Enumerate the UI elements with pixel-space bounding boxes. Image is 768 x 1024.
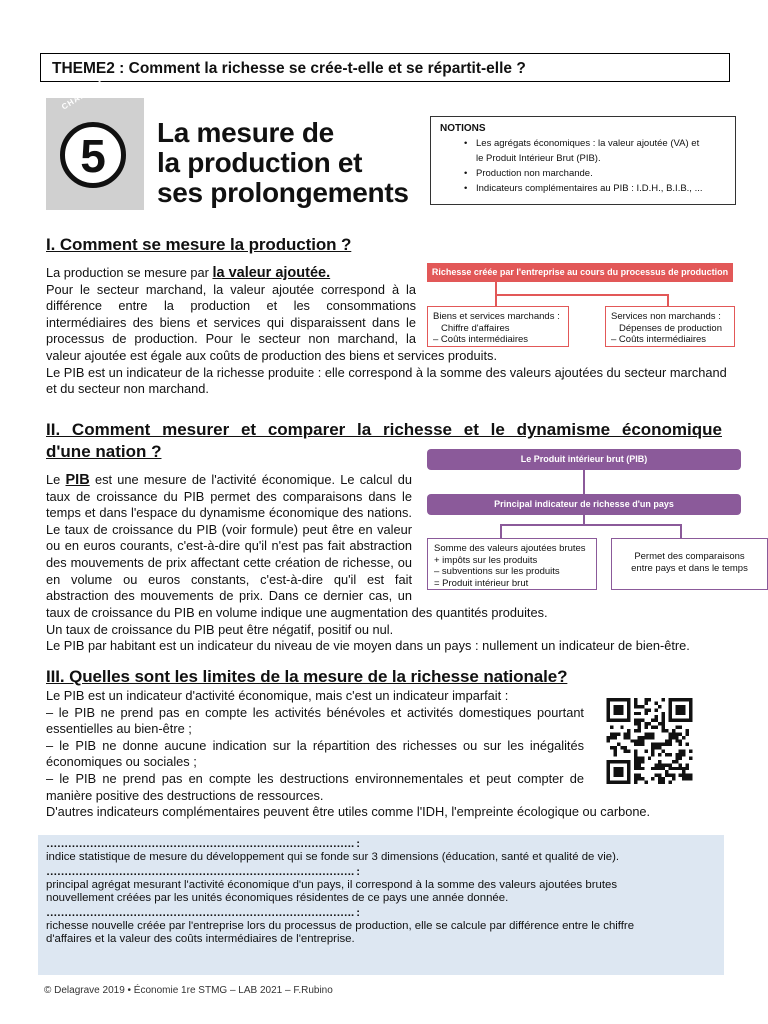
section-3-line: – le PIB ne prend pas en compte les destructions environnementales et peut compter de — [46, 770, 584, 786]
notions-item-continued: le Produit Intérieur Brut (PIB). — [476, 153, 601, 164]
section-2-line — [46, 472, 412, 489]
notions-list — [476, 136, 726, 196]
va-box-line: Dépenses de production — [619, 322, 722, 334]
quiz-blank[interactable]: …………………………………………………………………………. : — [46, 838, 360, 850]
qr-code-icon[interactable] — [604, 698, 695, 784]
section-1-heading: I. Comment se mesure la production ? — [46, 235, 352, 254]
va-box-line: – Coûts intermédiaires — [433, 334, 529, 345]
section-3-heading: III. Quelles sont les limites de la mesure de la richesse nationale? — [46, 667, 568, 686]
section-2-line: taux de croissance du PIB en volume indique une augmentation des quantités produites. — [46, 605, 548, 620]
section-2-line: Un taux de croissance du PIB peut être négatif, positif ou nul. — [46, 621, 394, 637]
theme-banner — [40, 53, 730, 82]
quiz-definition — [46, 879, 716, 905]
notions-item: • Indicateurs complémentaires au PIB : I.D.H., B.I.B., ... — [476, 181, 726, 196]
pib-connector — [583, 470, 585, 494]
quiz-definition — [46, 851, 716, 864]
pib-connector — [500, 524, 680, 526]
section-1-pib-line: Le PIB est un indicateur de la richesse produite : elle correspond à la somme des valeurs ajoutées du secteur marchand — [46, 364, 727, 380]
section-3-line: économiques ou sociales ; — [46, 754, 197, 770]
pib-bold: PIB — [65, 472, 90, 488]
va-box-line: Biens et services marchands : — [433, 311, 560, 322]
va-box-marchand — [427, 306, 569, 347]
intro-bold: la valeur ajoutée. — [212, 265, 331, 281]
section-3-line: – le PIB ne prend pas en compte les activités bénévoles et activités domestiques pourtant — [46, 704, 584, 720]
section-3-line: Le PIB est un indicateur d'activité économique, mais c'est un indicateur imparfait : — [46, 688, 509, 703]
notions-title: NOTIONS — [440, 123, 486, 134]
va-connector — [667, 294, 669, 306]
chapter-title-line: La mesure de — [157, 117, 334, 148]
chapter-title-line: la production et — [157, 147, 363, 178]
va-box-line: – Coûts intermédiaires — [611, 334, 707, 345]
definition-quiz — [38, 835, 724, 975]
notions-item: • Les agrégats économiques : la valeur ajoutée (VA) et — [476, 136, 726, 151]
section-2-heading-line: d'une nation ? — [46, 442, 162, 461]
section-3-line: essentielles au bien-être ; — [46, 721, 192, 737]
pib-formula-line: = Produit intérieur brut — [434, 577, 529, 589]
section-1-intro — [46, 265, 416, 282]
section-2-line: Le PIB par habitant est un indicateur du niveau de vie moyen dans un pays : nullement un indicateur de bien-être. — [46, 638, 690, 654]
va-connector — [495, 294, 668, 296]
chapter-word: CHAPITRE — [60, 78, 107, 112]
lead-pre: Le — [46, 472, 66, 487]
section-1-pib-line: et du secteur non marchand. — [46, 381, 209, 397]
va-box-line: Chiffre d'affaires — [441, 322, 510, 334]
notions-item: • Production non marchande. — [476, 166, 726, 181]
pib-diagram-top: Le Produit intérieur brut (PIB) — [427, 449, 741, 470]
section-3-line: manière positive des destructions de ressources. — [46, 787, 324, 803]
section-2-line: abstraction des mouvements de prix. Dans ce dernier cas, un — [46, 588, 412, 604]
section-2-line: Le taux de croissance du PIB (voir formule) peut être en valeur — [46, 521, 412, 537]
quiz-blank[interactable]: …………………………………………………………………………. : — [46, 907, 360, 919]
section-2-heading-line: II. Comment mesurer et comparer la richesse et le dynamisme économique — [46, 420, 722, 439]
chapter-title-line: ses prolongements — [157, 177, 409, 208]
section-2-line: taux de croissance du PIB permet des comparaisons dans le — [46, 488, 412, 504]
pib-box-comparisons — [611, 538, 768, 590]
section-3-text — [46, 688, 651, 821]
notions-box — [430, 116, 736, 205]
section-2-line: temps et dans l'espace du dynamisme économique des nations. — [46, 505, 412, 521]
pib-compare-line: entre pays et dans le temps — [631, 562, 748, 574]
pib-connector — [500, 524, 502, 538]
va-box-line: Services non marchands : — [611, 311, 721, 322]
section-1-line: Pour le secteur marchand, la valeur ajoutée correspond à la — [46, 281, 416, 297]
quiz-definition — [46, 920, 716, 946]
quiz-definition-line: richesse nouvelle créée par l'entreprise lors du processus de production, elle se calcule par différence entre le chiffre — [46, 920, 635, 932]
pib-connector — [680, 524, 682, 538]
chapter-title — [157, 118, 409, 208]
theme-title: THEME2 : Comment la richesse se crée-t-elle et se répartit-elle ? — [52, 60, 526, 77]
va-connector — [495, 294, 497, 306]
chapter-badge — [46, 78, 144, 210]
section-3-line: D'autres indicateurs complémentaires peuvent être utiles comme l'IDH, l'empreinte écologique ou carbone. — [46, 804, 651, 820]
section-2-tail — [46, 605, 726, 655]
quiz-definition-line: indice statistique de mesure du développement qui se fonde sur 3 dimensions (éducation, santé et qualité de vie). — [46, 851, 620, 863]
section-1-line: valeur ajoutée est égale aux coûts de production des biens et services produits. — [46, 347, 498, 363]
section-2-text — [46, 472, 412, 605]
lead-rest: est une mesure de l'activité économique. Le calcul du — [89, 472, 413, 487]
quiz-definition-line: d'affaires et la valeur des coûts intermédiaires de l'entreprise. — [46, 933, 355, 945]
chapter-circle — [60, 122, 126, 188]
pib-box-formula — [427, 538, 597, 590]
quiz-definition-line: nouvellement créées par les unités économiques résidentes de ce pays une année donnée. — [46, 892, 509, 904]
section-1-line: processus de production. Pour le secteur non marchand, la — [46, 331, 416, 347]
quiz-blank[interactable]: …………………………………………………………………………. : — [46, 866, 360, 878]
pib-diagram-middle: Principal indicateur de richesse d'un pays — [427, 494, 741, 515]
section-2-line: en volume ou euros constants, c'est-à-dire qu'il est fait — [46, 571, 412, 587]
section-2-line: des mouvements de prix affectant cette création de richesse, ou — [46, 554, 412, 570]
quiz-definition-line: principal agrégat mesurant l'activité économique d'un pays, il correspond à la somme des valeurs ajoutées brutes — [46, 879, 618, 891]
intro-text: La production se mesure par — [46, 265, 213, 280]
section-2-line: ou en euros courants, c'est-à-dire qu'il n'est pas fait abstraction — [46, 538, 412, 554]
pib-formula-line: + impôts sur les produits — [434, 554, 538, 566]
pib-formula-line: Somme des valeurs ajoutées brutes — [434, 543, 586, 554]
footer-credit: © Delagrave 2019 • Économie 1re STMG – LAB 2021 – F.Rubino — [44, 985, 333, 996]
va-box-non-marchand — [605, 306, 735, 347]
va-diagram-header: Richesse créée par l'entreprise au cours du processus de production — [427, 263, 733, 282]
pib-compare-line: Permet des comparaisons — [634, 551, 745, 562]
chapter-number: 5 — [80, 130, 106, 182]
section-1-line: différence entre la production et les consommations — [46, 298, 416, 314]
section-1-line: intermédiaires des biens et services qui disparaissent dans le — [46, 314, 416, 330]
pib-formula-line: – subventions sur les produits — [434, 566, 560, 577]
section-3-line: – le PIB ne donne aucune indication sur la répartition des richesses ou sur les inégalités — [46, 737, 584, 753]
